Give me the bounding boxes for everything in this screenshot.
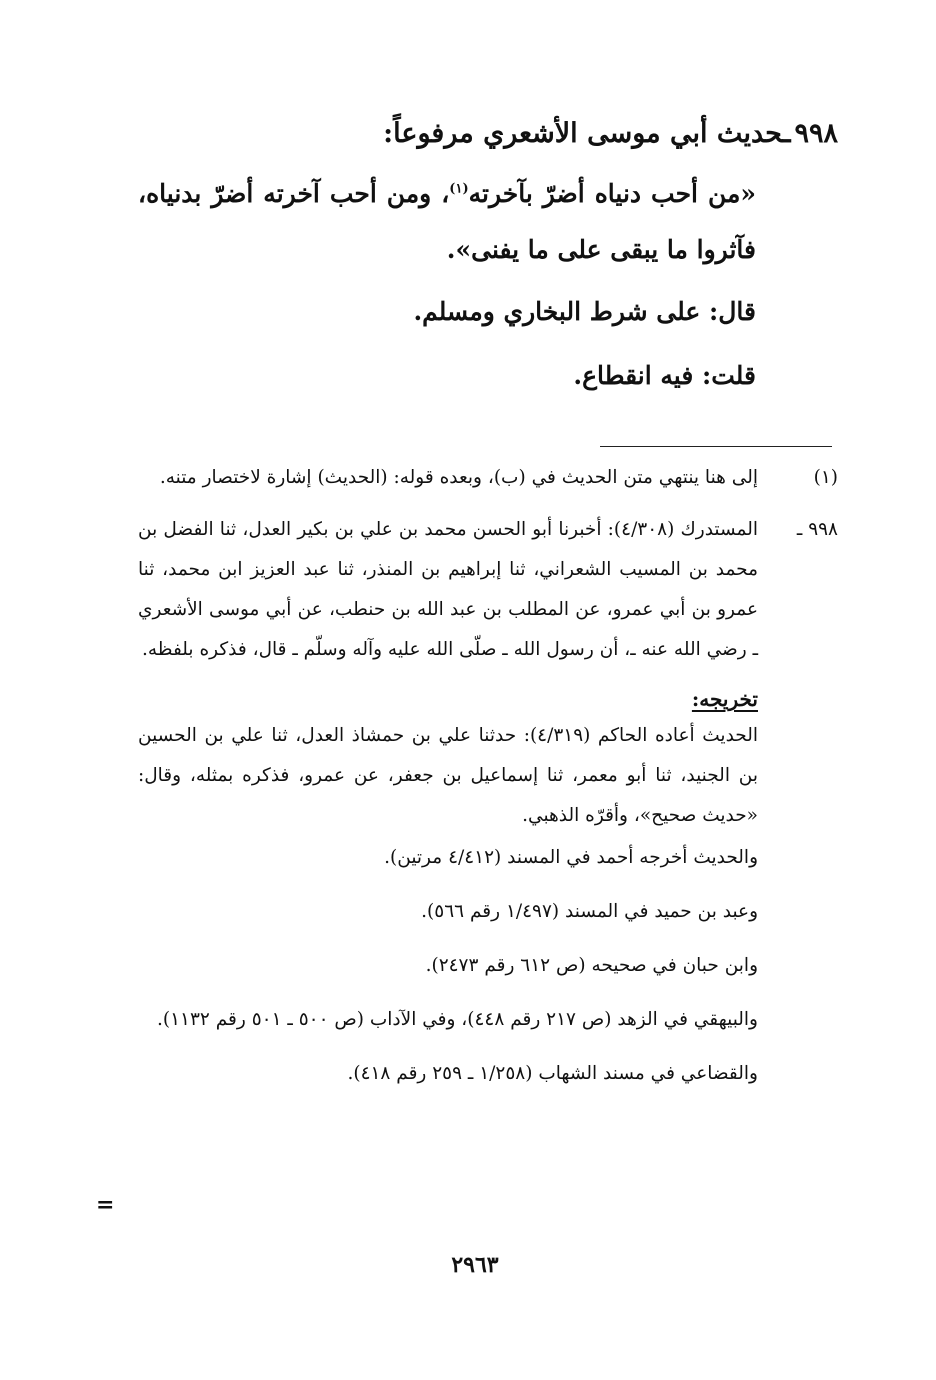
dhahabi-comment: قلت: فيه انقطاع.	[573, 361, 756, 390]
footnotes	[138, 458, 838, 1108]
hakim-verdict: قال: على شرط البخاري ومسلم.	[413, 297, 756, 326]
takhrij-paragraph: والقضاعي في مسند الشهاب (١/٢٥٨ ـ ٢٥٩ رقم ٤١٨).	[347, 1063, 758, 1084]
footnote-1-text: إلى هنا ينتهي متن الحديث في (ب)، وبعده قوله: (الحديث) إشارة لاختصار متنه.	[159, 467, 758, 488]
footnote-998-marker: ٩٩٨ ـ	[796, 519, 838, 540]
heading-dash: ـ	[782, 118, 791, 149]
hadith-entry	[138, 112, 838, 406]
takhrij-title: تخريجه:	[691, 687, 758, 711]
takhrij-paragraph: وابن حبان في صحيحه (ص ٦١٢ رقم ٢٤٧٣).	[425, 955, 758, 976]
heading-text: حديث أبي موسى الأشعري مرفوعاً:	[383, 118, 783, 149]
footnote-1-marker: (١)	[813, 467, 838, 488]
footnote-separator	[600, 446, 832, 447]
footnote-1	[138, 458, 838, 498]
hadith-number: ٩٩٨	[794, 118, 838, 149]
takhrij-paragraph: الحديث أعاده الحاكم (٤/٣١٩): حدثنا علي بن حمشاذ العدل، ثنا علي بن الحسين بن الجنيد، ثنا أبو معمر، ثنا إسماعيل بن جعفر، عن عمرو، فذكره بمثله، وقال: «حديث صحيح»، وأقرّه الذهبي.	[138, 725, 758, 826]
takhrij-paragraph: وعبد بن حميد في المسند (١/٤٩٧ رقم ٥٦٦).	[421, 901, 758, 922]
takhrij-section	[138, 682, 758, 1094]
takhrij-paragraph: والحديث أخرجه أحمد في المسند (٤/٤١٢ مرتين).	[384, 847, 758, 868]
footnote-ref-1[interactable]: (١)	[449, 181, 469, 197]
matn-part-1: «من أحب دنياه أضرّ بآخرته	[468, 179, 757, 208]
footnote-998-text: المستدرك (٤/٣٠٨): أخبرنا أبو الحسن محمد بن علي بن بكير العدل، ثنا الفضل بن محمد بن المسيب الشعراني، ثنا إبراهيم بن المنذر، ثنا عبد العزيز ابن محمد، ثنا عمرو بن أبي عمرو، عن المطلب بن عبد الله بن حنطب، عن أبي موسى الأشعري ـ رضي الله عنه ـ، أن رسول الله ـ صلّى الله عليه وآله وسلّم ـ قال، فذكره بلفظه.	[138, 519, 758, 660]
takhrij-paragraph: والبيهقي في الزهد (ص ٢١٧ رقم ٤٤٨)، وفي الآداب (ص ٥٠٠ ـ ٥٠١ رقم ١١٣٢).	[156, 1009, 758, 1030]
hadith-heading	[138, 112, 838, 156]
continuation-mark: =	[96, 1192, 115, 1218]
page-number: ٢٩٦٣	[451, 1252, 499, 1278]
footnote-998	[138, 510, 838, 670]
matn-part-2: ، ومن أحب آخرته أضرّ بدنياه، فآثروا ما يبقى على ما يفنى».	[138, 179, 756, 264]
hadith-matn	[138, 166, 756, 278]
